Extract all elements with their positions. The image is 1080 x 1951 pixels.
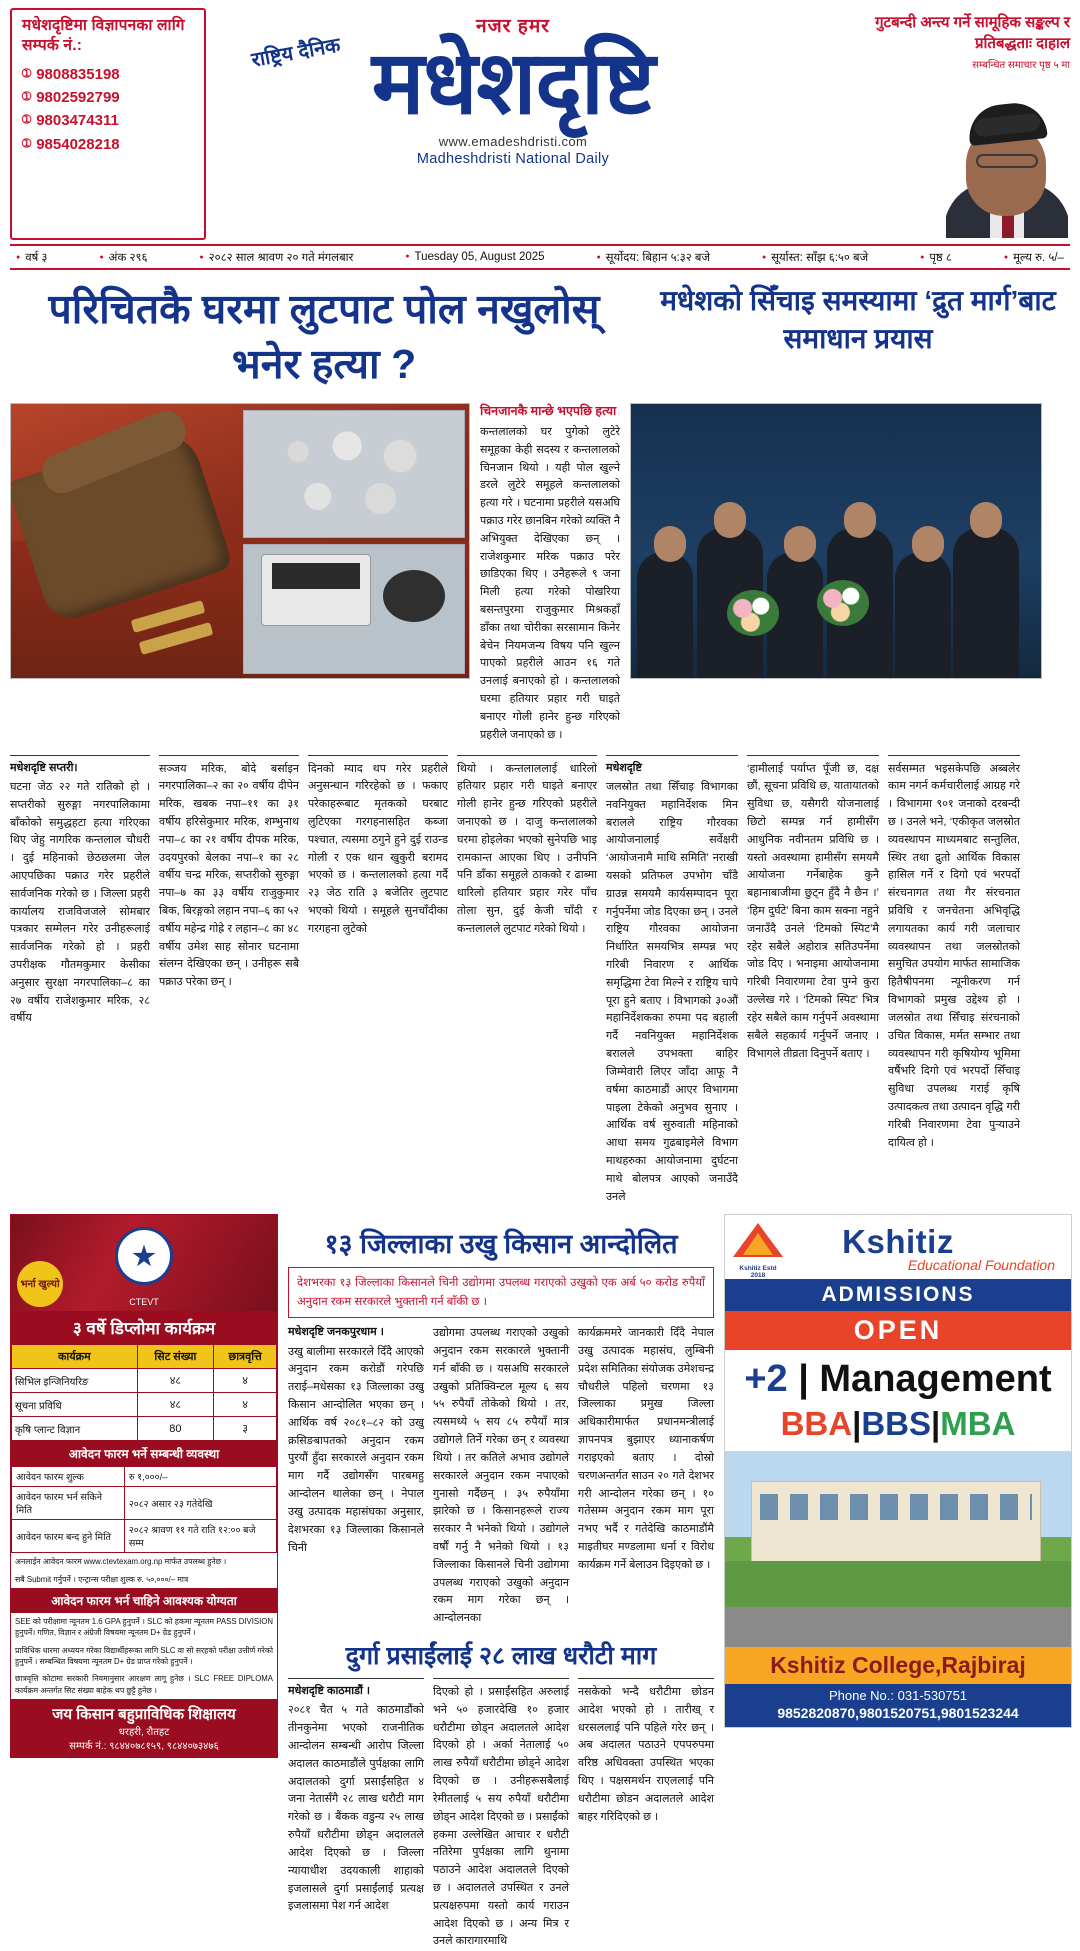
program-seats: ४८	[137, 1393, 214, 1417]
irrigation-byline: मधेशदृष्टि	[606, 761, 642, 774]
kshitiz-foundation-label: Educational Foundation	[907, 1257, 1055, 1274]
irrigation-column-1	[606, 755, 738, 1207]
newspaper-subtitle: Madheshdristi National Daily	[416, 150, 610, 167]
durga-column-1	[288, 1678, 424, 1951]
ctevt-ad-title: ३ वर्षे डिप्लोमा कार्यक्रम	[11, 1311, 277, 1344]
durga-column-2	[433, 1678, 569, 1951]
lead-kicker: चिनजानकै मान्छे भएपछि हत्या	[480, 404, 617, 419]
eligibility-heading: आवेदन फारम भर्न चाहिने आवश्यक योग्यता	[11, 1588, 277, 1613]
application-detail-table	[11, 1466, 277, 1553]
irrigation-event-photo	[630, 403, 1042, 679]
detail-value: २०८२ श्रावण ११ गते राति १२:०० बजे सम्म	[124, 1520, 276, 1553]
program-name: कृषि प्लान्ट विज्ञान	[12, 1417, 138, 1441]
durga-body-1: २०८१ चैत ५ गते काठमाडौंको तीनकुनेमा भएको राजनीतिक आन्दोलन सम्बन्धी आरोप जिल्ला अदालत काठमाडौंले पुर्पक्षका लागि अदालतको दुर्गा प्रसाईंसहित ४ जना नेतासँगै २८ लाख धरौटी माग गरेको छ । बैंकक वडुन्य २५ लाख रुपैयाँ धरौटीमा छोड्न अदालतले आदेश दिएको छ । जिल्ला न्यायाधीश उदयकाली शाहाको इजलासले दुर्गा प्रसाईंलाई प्रत्यक्ष इजलासमा पेश गर्न आदेश	[288, 1704, 424, 1913]
secondary-headline-wrap	[652, 282, 1064, 391]
open-label: OPEN	[725, 1311, 1071, 1350]
masthead-right-subline: सम्बन्धित समाचार पृष्ठ ५ मा	[972, 60, 1070, 71]
info-year: ● वर्ष ३	[16, 250, 47, 265]
plus-two-management: +2 | Management	[744, 1358, 1052, 1401]
rashtriya-dainik-label: राष्ट्रिय दैनिक	[249, 34, 343, 72]
lead-column-2	[159, 755, 299, 1207]
headline-zone	[10, 282, 1070, 391]
sugarcane-body-1: उखु बालीमा सरकारले दिँदै आएको अनुदान रकम करोडौं गरेपछि तराई–मधेसका १३ जिल्लाका उखु किसान आन्दोलित भएका छन् । आर्थिक वर्ष २०८१–८२ को उखु क्रसिङबापतको अनुदान रकम पुरयौं हुँदा सरकारले अनुदान रकम माग गर्दै उद्योगसँग पारबमहु आन्दोलन थालेका छन् । नेपाल उखु उत्पादक महासंघका अनुसार, देशभरका १३ जिल्लाका किसानले चिनी	[288, 1345, 424, 1554]
phone-3: ➀ 9803474311	[22, 109, 198, 132]
masthead	[10, 8, 1070, 240]
campus-photo	[725, 1451, 1071, 1647]
newspaper-logo: मधेशदृष्टि	[371, 33, 655, 132]
lead-headline-wrap	[10, 282, 638, 391]
th-scholarship: छात्रवृत्ति	[214, 1345, 277, 1369]
eligibility-note-2: प्राविधिक धारमा अध्ययन गरेका विद्यार्थीहरूका लागि SLC वा सो सरहको परीक्षा उत्तीर्ण गरेको हुनुपर्ने । सम्बन्धित विषयमा न्यूनतम D+ ग्रेड प्राप्त गरेको हुनुपर्ने ।	[15, 1645, 273, 1666]
advertise-phone-list	[22, 63, 198, 156]
admissions-label: ADMISSIONS	[725, 1279, 1071, 1311]
program-scholarship: ४	[214, 1369, 277, 1393]
sugarcane-standfirst: देशभरका १३ जिल्लाका किसानले चिनी उद्योगमा उपलब्ध गराएको उखुको एक अर्ब ५० करोड रुपैयाँ अनुदान रकम सरकारले भुक्तानी गर्न बाँकी छ ।	[288, 1267, 714, 1318]
detail-label: आवेदन फारम शुल्क	[12, 1467, 125, 1487]
durga-headline: दुर्गा प्रसाईंलाई २८ लाख धरौटी माग	[345, 1642, 657, 1671]
program-seats: 80	[137, 1417, 214, 1441]
info-nepali-date: ● २०८२ साल श्रावण २० गते मंगलबार	[199, 250, 353, 265]
sugarcane-column-1	[288, 1325, 424, 1628]
ctevt-logo-label: CTEVT	[129, 1297, 159, 1308]
ctevt-ad-wrap	[10, 1214, 278, 1951]
seized-weapons-photo	[10, 403, 470, 679]
management-label: Management	[819, 1358, 1052, 1401]
irrigation-column-3	[888, 755, 1020, 1207]
degree-bba: BBA	[780, 1405, 853, 1443]
eligibility-note-3: छात्रवृत्ति कोटामा सरकारी नियमानुसार आरक्षण लागू हुनेछ । SLC FREE DIPLOMA कार्यक्रम अन्तर्गत सिट संख्या बाहेक थप छुट्टै हुनेछ ।	[15, 1674, 273, 1695]
submit-fee-note: सबै Submit गर्नुपर्ने । एन्ट्रान्स परीक्षा शुल्क रु. ५०,०००/– मात्र	[15, 1574, 189, 1584]
ctevt-ad-footer	[11, 1699, 277, 1757]
lead-body-4: थियो । कन्तलाललाई धारिलो हतियार प्रहार गरी घाइते बनाएर गोली हानेर हुन्छ गरिएको प्रहरीले जनाएको छ । दाजु कन्तलालको घरमा होइलेका भएको सुनेपछि भाइ रामकान्त आएका थिए । उनीपनि पनि डाँका समूहले ठाकको र ढाब्मा धारिलो हतियार प्रहार गरेर पाँच तोला सुन, दुई केजी चाँदी र कन्तलालले लुटपाट गरेको थियो ।	[457, 762, 597, 935]
table-row	[12, 1417, 277, 1441]
kshitiz-mobile-numbers[interactable]: 9852820870,9801520751,9801523244	[725, 1705, 1071, 1727]
institute-name: जय किसान बहुप्राविधिक शिक्षालय	[52, 1705, 236, 1723]
degree-mba: MBA	[940, 1405, 1016, 1443]
ctevt-logo-icon	[115, 1227, 173, 1285]
table-header-row	[12, 1345, 277, 1369]
program-scholarship: ३	[214, 1417, 277, 1441]
program-scholarship: ४	[214, 1393, 277, 1417]
table-row	[12, 1467, 277, 1487]
najar-hamar-tagline: नजर हमर	[476, 16, 550, 37]
lead-column-3	[308, 755, 448, 1207]
sugarcane-byline: मधेशदृष्टि जनकपुरधाम ।	[288, 1326, 384, 1339]
program-seats: ४८	[137, 1369, 214, 1393]
enrollment-open-badge: भर्ना खुल्यो	[17, 1261, 63, 1307]
plus-two-label: +2	[744, 1358, 788, 1401]
info-pages: ● पृष्ठ ८	[920, 250, 952, 265]
advertise-contact-box	[10, 8, 206, 240]
detail-value: रु १,०००/–	[124, 1467, 276, 1487]
lead-body-2: सञ्जय मरिक, बोदे बर्साइन नगरपालिका–२ का २० वर्षीय दीपेन मरिक, खबक नपा–११ का ३१ वर्षीय हरिसेकुमार मरिक, शम्भुनाथ नपा–८ का २१ वर्षीय दीपक मरिक, उदयपुरको बेलका नपा–१ का २८ वर्षीय चन्द्र मरिक, सप्तरीको सुरुङ्गा नपा–७ का ३३ वर्षीय राजुकुमार बिक, बिरङ्गको लहान नपा–६ का ५२ वर्षीय महेन्द्र गोह्रे र लहान–८ का ४८ वर्षीय उमेश साह सोनार घटनामा संलग्न देखिएका छन् । उनीहरू सबै पक्राउ परेका छन् ।	[159, 762, 299, 989]
sugarcane-columns	[288, 1325, 714, 1628]
ctevt-advertisement[interactable]	[10, 1214, 278, 1757]
kshitiz-ad-wrap	[724, 1214, 1072, 1951]
durga-body-2: दिएको हो । प्रसाईंसहित अरुलाई भने ५० हजारदेखि १० हजार धरौटीमा छोड्न अदालतले आदेश दिएको हो । अर्का नेतालाई ५० लाख रुपैयाँ धरौटीमा छोड्ने आदेश दिएको छ । उनीहरूसबैलाई रेमीतलाई ५ सय रुपैयाँ धरौटीमा छोड्न आदेश दिएको छ । प्रसाईंको हकमा उल्लेखित आचार र धरौटी नतिरेमा पुर्पक्षका लागि थुनामा पठाउने आदेश अदालतले दिएको छ । अदालतले उपस्थित र उनले प्रत्यक्षरुपमा यस्तो कार्य गराउन आदेश दिएको छ । अन्य मित्र र उनले कारागारमाथि	[433, 1686, 569, 1948]
detail-label: आवेदन फारम बन्द हुने मिति	[12, 1520, 125, 1553]
durga-column-3	[578, 1678, 714, 1951]
program-name: सूचना प्रविधि	[12, 1393, 138, 1417]
degree-list: BBA|BBS|MBA	[780, 1405, 1016, 1443]
sugarcane-headline: १३ जिल्लाका उखु किसान आन्दोलित	[324, 1229, 678, 1260]
table-row	[12, 1369, 277, 1393]
info-sunset: ● सूर्यास्त: साँझ ६:५० बजे	[762, 250, 868, 265]
lead-headline: परिचितकै घरमा लुटपाट पोल नखुलोस् भनेर हत्या ?	[48, 286, 600, 387]
th-program: कार्यक्रम	[12, 1345, 138, 1369]
photo-row	[10, 403, 1070, 745]
sugarcane-body-3: कार्यक्रममरे जानकारी दिँदै नेपाल उखु उत्पादक महासंघ, लुम्बिनी प्रदेश समितिका संयोजक उमेशचन्द्र चौधरीले पहिलो चरणमा १३ जिल्लाका प्रमुख जिल्ला अधिकारीमार्फत प्रधानमन्त्रीलाई ज्ञापनपत्र बुझाएर ध्यानाकर्षण गराइएको बताए । दोस्रो चरणअन्तर्गत साउन २० गते देशभर गरी आन्दोलन गरेका छन् । १० गतेसम्म अनुदान रकम माग पूरा नभए भर्दै र गतेदेखि काठमाडौंमै माइतीघर मण्डलामा धर्ना र विरोध कार्यक्रम गर्ने बेलाउन दिइएको छ ।	[578, 1327, 714, 1571]
durga-columns	[288, 1678, 714, 1951]
th-seats: सिट संख्या	[137, 1345, 214, 1369]
lead-kicker-body: कन्तलालको घर पुगेको लुटेरे समूहका केही सदस्य र कन्तलालको चिनजान थियो । यही पोल खुल्ने डरले लुटेरे समूहले कन्तलालको हत्या गरे । घटनामा प्रहरीले यसअघि पक्राउ गरेर छानबिन गरेको व्यक्ति नै अभियुक्त देखिएका छन् । राजेशकुमार मरिक पक्राउ परेर छाडिएका थिए । उनैहरूले ९ जना मिली हत्या गरेको पोखरिया बसन्तपुरमा राजुकुमार मिश्रकहाँ डाँका तथा चोरीका सरसामान किनेर बेचेन नियमजन्य विषय पनि खुल्न पाएको प्रहरीले आउन १६ गते उनलाई बनाएको हो । कन्तलालको घरमा हतियार प्रहार गरी घाइते बनाएर गोली हानेर हुन्छ गरिएको प्रहरीले जनाएको छ ।	[480, 425, 620, 741]
phone-1: ➀ 9808835198	[22, 63, 198, 86]
lead-column-1	[10, 755, 150, 1207]
website-url: www.emadeshdristi.com	[438, 133, 588, 149]
info-issue: ● अंक २९६	[99, 250, 147, 265]
table-row	[12, 1393, 277, 1417]
irrigation-body-3: सर्वसम्मत भइसकेपछि अब्बलेर काम नगर्न कर्मचारीलाई आग्रह गरे । विभागमा ९०१ जनाको दरबन्दी छ । उनले भने, ‘एकीकृत जलस्रोत व्यवस्थापन माध्यमबाट सन्तुलित, स्थिर तथा द्रुतो आर्थिक विकास हासिल गर्ने र दिगो एवं भरपर्दो संरचनागत तथा गैर संरचनात प्रविधि र जनचेतना अभिवृद्धि लगायतका कार्य गरी जलाचार व्यवस्थापन तथा जलस्रोतको समुचित उपयोग मार्फत सामाजिक हितैषीपनमा न्यूनीकरण गर्न विभागको प्रमुख उद्देश्य हो । जलस्रोत तथा सिँचाइ संरचनाको उचित विकास, मर्मत सम्भार तथा व्यवस्थापन गरी कृषियोग्य भूमिमा वर्षैभरि दिगो एवं भरपर्दो सिँचाइ सुविधा उपलब्ध गराई कृषि उत्पादकत्व तथा उत्पादन वृद्धि गरी गरिबी निवारणमा टेवा पुऱ्याउने दायित्व हो ।	[888, 762, 1020, 1149]
kshitiz-name: Kshitiz	[842, 1223, 954, 1261]
durga-byline: मधेशदृष्टि काठमाडौं ।	[288, 1685, 371, 1698]
application-process-heading: आवेदन फारम भर्ने सम्बन्धी व्यवस्था	[11, 1441, 277, 1466]
info-english-date: ● Tuesday 05, August 2025	[405, 251, 544, 263]
irrigation-column-2	[747, 755, 879, 1207]
issue-info-bar	[10, 244, 1070, 270]
kshitiz-logo-caption: Kshitiz Estd 2018	[739, 1265, 777, 1280]
online-form-note: अनलाईन आवेदन फारम www.ctevtexam.org.np मार्फत उपलब्ध हुनेछ ।	[15, 1557, 227, 1567]
institute-address: धरहरी, रौतहट	[118, 1726, 170, 1738]
program-table	[11, 1344, 277, 1441]
irrigation-body-2: ‘हामीलाई पर्याप्त पूँजी छ, दक्ष छौं, सूचना प्रविधि छ, यातायातको सुविधा छ, यसैगरी योजनालाई छिटो सम्पन्न गर्न हामीसँग आधुनिक नवीनतम प्रविधि छ । यस्तो अवस्थामा हामीसँग समयमै आयोजना गर्नेबाहेक कुनै बहानाबाजीमा छुट्न हुँदै नै छैन ।’ ‘हिम दुर्घटे’ बिना काम सक्ना नहुने जनाउँदै उनले ‘टिमको स्पिट’मै रहेर सबैले अहोरात्र सतिउपर्नेमा जोड दिए । भनाइमा आयोजनामा गरिबी निवारणमा टेवा पुग्ने कुरा उल्लेख गरे । ‘टिमको स्पिट’ भित्र रहेर सबैले काम गर्नुपर्ने अवस्थामा सबैले सहकार्य गर्नुपर्ने जनाए । विभागले तीव्रता दिनुपर्ने बताए ।	[747, 762, 879, 1060]
table-row	[12, 1520, 277, 1553]
eligibility-note-1: SEE को परीक्षामा न्यूनतम 1.6 GPA हुनुपर्ने । SLC को हकमा न्यूनतम PASS DIVISION हुनुपर्ने। गणित, विज्ञान र अंग्रेजी विषयमा न्यूनतम D+ ग्रेड हुनुपर्ने ।	[15, 1617, 273, 1638]
phone-4: ➀ 9854028218	[22, 133, 198, 156]
bottom-zone	[10, 1214, 1070, 1951]
masthead-center	[206, 8, 820, 240]
degree-bbs: BBS	[861, 1405, 932, 1443]
kshitiz-phone-label[interactable]: Phone No.: 031-530751	[725, 1684, 1071, 1705]
advertise-title: मधेशदृष्टिमा विज्ञापनका लागि सम्पर्क नं.:	[22, 17, 185, 55]
irrigation-body-1: जलस्रोत तथा सिँचाइ विभागका नवनियुक्त महानिर्देशक मिन बरालले राष्ट्रिय गौरवका आयोजनालाई सर्वेक्षरी ‘आयोजनामै माथि समिति’ नराखी यसको प्रतिफल उपभोग चाँडै ग्राउन्न समयमै कार्यसम्पादन पूरा गर्नुपर्नेमा जोड दिएका छन् । उनले राष्ट्रिय गौरवका आयोजना निर्धारित समयभित्र सम्पन्न भए गरिबी निवारण र आर्थिक समृद्धिमा टेवा मिल्ने र राष्ट्रिय चापे पूरा हुने बताए । विभागको ३०औं महानिर्देशकका रुपमा पद बहाली गर्दै नवनियुक्त महानिर्देशक बरालले उपभक्ता बाहिर जिम्मेवारी लिएर जाँदा आफू नै वर्षमा काठमाडौं आएर विभागमा पाइला टेकेको अनुभव सुनाए । आर्थिक वर्ष सुरुवाती महिनाको आधा समय गुढबाइमेले विभाग माथहरुका आयोजनामा दुर्घटना माथे बोलपत्र आएको जनाउँदै उनले	[606, 780, 738, 1203]
dahal-portrait	[946, 90, 1068, 238]
lead-kicker-column	[480, 403, 620, 745]
program-name: सिभिल इन्जिनियरिङ	[12, 1369, 138, 1393]
phone-2: ➀ 9802592799	[22, 86, 198, 109]
lead-column-4	[457, 755, 597, 1207]
main-text-columns	[10, 755, 1070, 1207]
kshitiz-college-name: Kshitiz College,Rajbiraj	[725, 1647, 1071, 1684]
lead-byline: मधेशदृष्टि सप्तरी।	[10, 761, 78, 774]
sugarcane-column-2	[433, 1325, 569, 1628]
durga-body-3: नसकेको भन्दै धरौटीमा छोडन आदेश भएको हो । तारीख् र धरसललाई पनि पहिले गरेर छन् । अब अदालत पठाउने एपपरुपमा वरिष्ठ अधिवक्ता उपस्थित भएका थिए । पक्षसमर्थन राएललाई पनि धरौटीमा छोडन अदालतले आदेश बाहर गरिदिएको छ ।	[578, 1686, 714, 1823]
masthead-right-headline: गुटबन्दी अन्त्य गर्ने सामूहिक सङ्कल्प र प्रतिबद्धताः दाहाल	[875, 14, 1070, 52]
sugarcane-column-3	[578, 1325, 714, 1628]
kshitiz-logo-icon	[733, 1223, 783, 1279]
ctevt-ad-banner	[11, 1215, 277, 1311]
sugarcane-body-2: उद्योगमा उपलब्ध गराएको उखुको अनुदान रकम सरकारले भुक्तानी गर्न बाँकी छ । यसअघि सरकारले उखुको प्रतिक्विन्टल मूल्य ६ सय ५५ रुपैयाँ तोकेको थियो । तर, त्यसमध्ये ५ सय ८५ रुपैयाँ मात्र उद्योगले तिर्ने गरेका छन् र व्यवस्था थियो । तर कतिले अभाव उद्योगले सरकारले अनुदान रकम नपाएको गुनासो गर्दैछन् । ३५ रुपैयाँमा झारेको छ । किसानहरूले राज्य सरकार नै भनेको थियो । उद्योगले वर्षौं गर्नु नै भनेको थियो । १३ जिल्लाका किसानले चिनी उद्योगमा उपलब्ध गराएको उखुको अनुदान रकम माग गरेका छन् । आन्दोलनका	[433, 1327, 569, 1625]
table-row	[12, 1487, 277, 1520]
lead-body-1: घटना जेठ २२ गते रातिको हो । सप्तरीको सुरुङ्गा नगरपालिकामा बाँकोको समुद्धहटा हत्या गरिएका थिए जेहु नागरिक कन्तलाल चौधरी । दुई महिनाको छेठछलमा जेल आएपछिका पक्राउ गरेर प्रहरीले सार्वजनिक गरेको छ । जिल्ला प्रहरी कार्यालय राजविजजले सोमबार पत्रकार सम्मेलन गरेर उनीहरूलाई सार्वजनिक गरेको हो । प्रहरी उपरीक्षक गौतमकुमार केसीका अनुसार सुरक्षा नगरपालिका–८ का २७ वर्षीय राजेशकुमार मरिक, २८ वर्षीय	[10, 780, 150, 1025]
detail-label: आवेदन फारम भर्न सकिने मिति	[12, 1487, 125, 1520]
mid-stories	[288, 1214, 714, 1951]
detail-value: २०८२ असार २३ गतेदेखि	[124, 1487, 276, 1520]
lead-body-3: दिनको म्याद थप गरेर प्रहरीले अनुसन्धान गरिरहेको छ । फकाए परेकाहरूबाट मृतकको घरबाट लुटिएका गरगहनासहित कब्जा पश्चात, त्यसमा ठगुने हुने दुई राउन्ड गोली र एक थान खुकुरी बरामद भएको छ । कन्तलालको हत्या गर्दै २३ जेठ राति ३ बजेतिर लुटपाट भएको थियो । समूहले सुनचाँदीका गरगहना लुटेको	[308, 762, 448, 935]
info-price: ● मूल्य रु. ५/–	[1004, 250, 1064, 265]
secondary-headline: मधेशको सिँचाइ समस्यामा ‘द्रुत मार्ग’बाट समाधान प्रयास	[660, 285, 1056, 355]
kshitiz-advertisement[interactable]	[724, 1214, 1072, 1728]
kshitiz-ad-header	[725, 1215, 1071, 1279]
masthead-right	[820, 8, 1070, 240]
info-sunrise: ● सूर्योदय: बिहान ५:३२ बजे	[597, 250, 710, 265]
institute-phone[interactable]: सम्पर्क नं.: ९८४४०७८१५९, ९८४४०७३४७६	[69, 1740, 219, 1752]
